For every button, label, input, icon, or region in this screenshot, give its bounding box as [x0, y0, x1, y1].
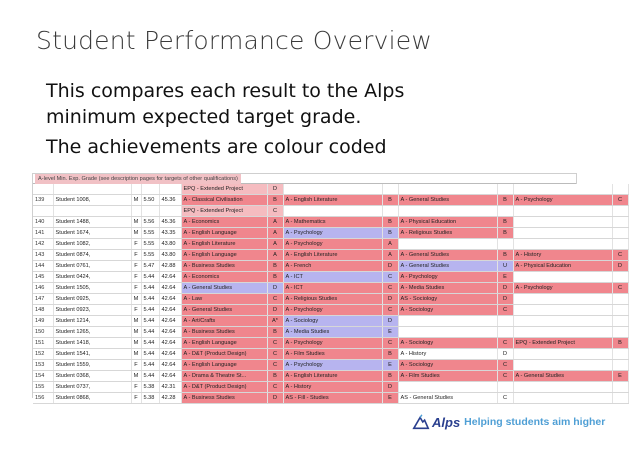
points-cell: 42.64: [159, 338, 181, 349]
subject-cell: [398, 316, 497, 327]
grade-cell: E: [382, 360, 398, 371]
subject-cell: A - Sociology: [283, 316, 382, 327]
grade-cell: D: [267, 184, 283, 195]
subject-cell: A - Drama & Theatre St...: [181, 371, 267, 382]
subject-cell: AS - Fill - Studies: [283, 393, 382, 404]
student-name: Student 1265,: [53, 327, 131, 338]
subject-cell: A - English Language: [181, 338, 267, 349]
subject-cell: A - History: [513, 250, 612, 261]
score-cell: 5.44: [141, 272, 159, 283]
gender-cell: M: [131, 349, 141, 360]
grade-cell: [497, 184, 513, 195]
row-number: 155: [33, 382, 53, 393]
points-cell: 42.31: [159, 382, 181, 393]
subject-cell: AS - General Studies: [398, 393, 497, 404]
subject-cell: A - General Studies: [398, 195, 497, 206]
table-row: [33, 393, 628, 404]
grade-cell: [382, 184, 398, 195]
points-cell: 43.35: [159, 228, 181, 239]
row-number: 156: [33, 393, 53, 404]
subject-cell: A - History: [398, 349, 497, 360]
student-name: Student 1505,: [53, 283, 131, 294]
row-number: 154: [33, 371, 53, 382]
student-name: Student 1008,: [53, 195, 131, 206]
student-name: [53, 184, 131, 195]
table-row: [33, 195, 628, 206]
grade-cell: U: [497, 261, 513, 272]
subject-cell: A - D&T (Product Design): [181, 349, 267, 360]
score-cell: 5.47: [141, 261, 159, 272]
grade-cell: B: [267, 371, 283, 382]
subject-cell: A - French: [283, 261, 382, 272]
score-cell: 5.44: [141, 327, 159, 338]
subject-cell: A - ICT: [283, 283, 382, 294]
subject-cell: A - Sociology: [398, 305, 497, 316]
slide-title: Student Performance Overview: [36, 26, 433, 55]
grade-cell: [612, 382, 628, 393]
grade-cell: D: [497, 283, 513, 294]
grade-cell: B: [497, 195, 513, 206]
subject-cell: A - Psychology: [283, 239, 382, 250]
table-row: [33, 283, 628, 294]
grade-cell: [612, 206, 628, 217]
row-number: 146: [33, 283, 53, 294]
row-number: 149: [33, 316, 53, 327]
subject-cell: A - Physical Education: [398, 217, 497, 228]
points-cell: 42.64: [159, 349, 181, 360]
score-cell: 5.44: [141, 294, 159, 305]
points-cell: 42.64: [159, 360, 181, 371]
points-cell: 42.64: [159, 305, 181, 316]
subject-cell: A - English Literature: [181, 239, 267, 250]
grade-cell: C: [612, 250, 628, 261]
points-cell: 42.64: [159, 371, 181, 382]
points-cell: 42.64: [159, 272, 181, 283]
student-name: Student 1559,: [53, 360, 131, 371]
grade-cell: [612, 184, 628, 195]
subject-cell: A - Business Studies: [181, 393, 267, 404]
grade-cell: [497, 327, 513, 338]
subject-cell: A - History: [283, 382, 382, 393]
subject-cell: A - D&T (Product Design): [181, 382, 267, 393]
score-cell: 5.56: [141, 217, 159, 228]
gender-cell: F: [131, 272, 141, 283]
subject-cell: [513, 360, 612, 371]
points-cell: 43.80: [159, 250, 181, 261]
subject-cell: A - General Studies: [398, 261, 497, 272]
grade-cell: B: [382, 349, 398, 360]
grade-cell: C: [267, 349, 283, 360]
gender-cell: M: [131, 338, 141, 349]
grade-cell: [612, 294, 628, 305]
subject-cell: EPQ - Extended Project: [181, 184, 267, 195]
points-cell: 42.28: [159, 393, 181, 404]
subject-cell: A - Religious Studies: [398, 228, 497, 239]
subject-cell: AS - Sociology: [398, 294, 497, 305]
grade-cell: E: [382, 327, 398, 338]
grade-cell: A: [267, 239, 283, 250]
score-cell: 5.44: [141, 371, 159, 382]
subject-cell: A - Psychology: [513, 283, 612, 294]
row-number: 147: [33, 294, 53, 305]
points-cell: 42.64: [159, 283, 181, 294]
table-row: [33, 338, 628, 349]
grade-cell: [497, 206, 513, 217]
student-name: Student 0737,: [53, 382, 131, 393]
grade-cell: A: [382, 250, 398, 261]
subject-cell: A - Psychology: [283, 360, 382, 371]
subject-cell: A - Physical Education: [513, 261, 612, 272]
gender-cell: F: [131, 283, 141, 294]
grade-cell: C: [382, 305, 398, 316]
row-number: 144: [33, 261, 53, 272]
grade-cell: [612, 239, 628, 250]
grade-cell: [497, 316, 513, 327]
subject-cell: A - English Literature: [283, 371, 382, 382]
table-row: [33, 184, 628, 195]
subject-cell: [513, 327, 612, 338]
gender-cell: F: [131, 393, 141, 404]
grade-cell: C: [497, 360, 513, 371]
body-line: minimum expected target grade.: [46, 106, 362, 128]
subject-cell: A - Mathematics: [283, 217, 382, 228]
subject-cell: A - Film Studies: [398, 371, 497, 382]
gender-cell: F: [131, 239, 141, 250]
table-row: [33, 371, 628, 382]
body-line: The achievements are colour coded: [46, 136, 387, 158]
subject-cell: A - Psychology: [513, 195, 612, 206]
student-name: Student 0761,: [53, 261, 131, 272]
score-cell: 5.44: [141, 360, 159, 371]
subject-cell: [513, 206, 612, 217]
table-row: [33, 228, 628, 239]
header-note: A-level Min. Exp. Grade (see description pages for targets of other qualifications): [35, 174, 241, 184]
student-name: Student 0368,: [53, 371, 131, 382]
subject-cell: [513, 228, 612, 239]
subject-cell: A - Business Studies: [181, 261, 267, 272]
points-cell: 42.64: [159, 294, 181, 305]
grade-cell: [612, 272, 628, 283]
table-row: [33, 272, 628, 283]
grade-cell: A: [267, 228, 283, 239]
subject-cell: A - Psychology: [283, 228, 382, 239]
points-cell: [159, 206, 181, 217]
subject-cell: A - ICT: [283, 272, 382, 283]
table-row: [33, 239, 628, 250]
subject-cell: [398, 239, 497, 250]
subject-cell: A - Film Studies: [283, 349, 382, 360]
subject-cell: A - English Language: [181, 228, 267, 239]
grade-cell: D: [382, 261, 398, 272]
score-cell: 5.55: [141, 250, 159, 261]
row-number: 151: [33, 338, 53, 349]
grade-cell: B: [267, 272, 283, 283]
subject-cell: A - General Studies: [181, 283, 267, 294]
gender-cell: M: [131, 195, 141, 206]
grade-cell: [497, 382, 513, 393]
table-row: [33, 250, 628, 261]
student-name: Student 0868,: [53, 393, 131, 404]
score-cell: [141, 184, 159, 195]
subject-cell: A - Psychology: [283, 338, 382, 349]
subject-cell: A - Media Studies: [283, 327, 382, 338]
grade-cell: B: [497, 228, 513, 239]
subject-cell: A - Classical Civilisation: [181, 195, 267, 206]
score-cell: 5.44: [141, 338, 159, 349]
subject-cell: [398, 184, 497, 195]
score-cell: 5.55: [141, 239, 159, 250]
grade-cell: B: [497, 250, 513, 261]
alps-logo: [412, 410, 605, 434]
points-cell: 45.36: [159, 195, 181, 206]
row-number: [33, 184, 53, 195]
row-number: [33, 206, 53, 217]
subject-cell: A - Psychology: [398, 272, 497, 283]
grade-cell: D: [382, 316, 398, 327]
student-name: Student 1082,: [53, 239, 131, 250]
grade-cell: C: [497, 371, 513, 382]
gender-cell: [131, 184, 141, 195]
gender-cell: F: [131, 382, 141, 393]
row-number: 148: [33, 305, 53, 316]
grade-cell: C: [267, 206, 283, 217]
grade-cell: E: [382, 393, 398, 404]
student-name: Student 0923,: [53, 305, 131, 316]
score-cell: 5.50: [141, 195, 159, 206]
subject-cell: EPQ - Extended Project: [181, 206, 267, 217]
logo-word: Alps: [432, 414, 461, 430]
points-cell: [159, 184, 181, 195]
table-row: [33, 382, 628, 393]
table-row: [33, 305, 628, 316]
student-name: Student 1541,: [53, 349, 131, 360]
subject-cell: A - Sociology: [398, 360, 497, 371]
row-number: 142: [33, 239, 53, 250]
grade-cell: E: [497, 272, 513, 283]
row-number: 153: [33, 360, 53, 371]
student-name: Student 1418,: [53, 338, 131, 349]
student-name: Student 1674,: [53, 228, 131, 239]
score-cell: 5.44: [141, 305, 159, 316]
row-number: 139: [33, 195, 53, 206]
grade-cell: C: [382, 272, 398, 283]
subject-cell: [513, 393, 612, 404]
table-row: [33, 349, 628, 360]
grade-cell: C: [267, 382, 283, 393]
subject-cell: [398, 382, 497, 393]
subject-cell: [513, 217, 612, 228]
table-row: [33, 294, 628, 305]
subject-cell: A - English Language: [181, 250, 267, 261]
student-name: Student 0874,: [53, 250, 131, 261]
student-name: Student 0424,: [53, 272, 131, 283]
grade-cell: B: [267, 261, 283, 272]
subject-cell: A - Psychology: [283, 305, 382, 316]
subject-cell: [513, 305, 612, 316]
student-name: Student 1488,: [53, 217, 131, 228]
points-cell: 42.64: [159, 316, 181, 327]
subject-cell: [513, 316, 612, 327]
grade-cell: B: [382, 195, 398, 206]
subject-cell: A - Religious Studies: [283, 294, 382, 305]
grade-cell: B: [497, 217, 513, 228]
grade-cell: [382, 206, 398, 217]
grade-cell: C: [267, 360, 283, 371]
student-name: [53, 206, 131, 217]
points-cell: 43.80: [159, 239, 181, 250]
subject-cell: [513, 294, 612, 305]
subject-cell: A - Sociology: [398, 338, 497, 349]
grade-cell: D: [497, 349, 513, 360]
grade-cell: B: [382, 228, 398, 239]
subject-cell: A - English Literature: [283, 195, 382, 206]
subject-cell: A - General Studies: [513, 371, 612, 382]
results-table-body: [33, 184, 628, 404]
grade-cell: A*: [267, 316, 283, 327]
grade-cell: C: [497, 393, 513, 404]
subject-cell: [398, 327, 497, 338]
subject-cell: A - English Language: [181, 360, 267, 371]
subject-cell: [283, 184, 382, 195]
grade-cell: [612, 327, 628, 338]
table-row: [33, 206, 628, 217]
subject-cell: [283, 206, 382, 217]
gender-cell: F: [131, 305, 141, 316]
grade-cell: C: [497, 305, 513, 316]
grade-cell: B: [382, 217, 398, 228]
grade-cell: C: [382, 283, 398, 294]
grade-cell: B: [612, 338, 628, 349]
grade-cell: A: [267, 217, 283, 228]
grade-cell: [612, 349, 628, 360]
grade-cell: D: [267, 283, 283, 294]
grade-cell: [612, 360, 628, 371]
subject-cell: EPQ - Extended Project: [513, 338, 612, 349]
table-row: [33, 316, 628, 327]
table-row: [33, 261, 628, 272]
grade-cell: D: [382, 382, 398, 393]
score-cell: 5.38: [141, 382, 159, 393]
grade-cell: [612, 305, 628, 316]
grade-cell: [612, 393, 628, 404]
row-number: 143: [33, 250, 53, 261]
grade-cell: D: [267, 393, 283, 404]
body-line: This compares each result to the Alps: [46, 80, 405, 102]
table-row: [33, 217, 628, 228]
slide-body: [46, 78, 566, 160]
score-cell: 5.38: [141, 393, 159, 404]
grade-cell: C: [267, 338, 283, 349]
subject-cell: [398, 206, 497, 217]
table-row: [33, 327, 628, 338]
grade-cell: D: [612, 261, 628, 272]
grade-cell: A: [382, 239, 398, 250]
gender-cell: M: [131, 316, 141, 327]
grade-cell: [612, 217, 628, 228]
subject-cell: [513, 349, 612, 360]
score-cell: 5.55: [141, 228, 159, 239]
alps-mountain-icon: [412, 413, 430, 431]
subject-cell: A - General Studies: [398, 250, 497, 261]
points-cell: 42.88: [159, 261, 181, 272]
subject-cell: A - General Studies: [181, 305, 267, 316]
results-table: [33, 184, 629, 404]
gender-cell: M: [131, 371, 141, 382]
points-cell: 42.64: [159, 327, 181, 338]
grade-cell: D: [497, 294, 513, 305]
gender-cell: M: [131, 228, 141, 239]
grade-cell: B: [382, 371, 398, 382]
row-number: 141: [33, 228, 53, 239]
student-name: Student 1214,: [53, 316, 131, 327]
grade-cell: C: [612, 195, 628, 206]
grade-cell: B: [267, 327, 283, 338]
grade-cell: [612, 228, 628, 239]
logo-tagline: Helping students aim higher: [464, 416, 606, 428]
spreadsheet-header: [33, 174, 576, 184]
subject-cell: A - English Literature: [283, 250, 382, 261]
grade-cell: C: [267, 294, 283, 305]
subject-cell: [513, 184, 612, 195]
gender-cell: M: [131, 294, 141, 305]
subject-cell: [513, 239, 612, 250]
grade-cell: D: [267, 305, 283, 316]
row-number: 145: [33, 272, 53, 283]
subject-cell: A - Economics: [181, 272, 267, 283]
subject-cell: [513, 382, 612, 393]
subject-cell: A - Economics: [181, 217, 267, 228]
table-row: [33, 360, 628, 371]
gender-cell: F: [131, 250, 141, 261]
grade-cell: [497, 239, 513, 250]
score-cell: 5.44: [141, 316, 159, 327]
points-cell: 45.36: [159, 217, 181, 228]
gender-cell: M: [131, 327, 141, 338]
gender-cell: F: [131, 261, 141, 272]
gender-cell: M: [131, 217, 141, 228]
results-spreadsheet: [32, 173, 623, 401]
row-number: 150: [33, 327, 53, 338]
subject-cell: A - Art/Crafts: [181, 316, 267, 327]
subject-cell: [513, 272, 612, 283]
grade-cell: C: [612, 283, 628, 294]
grade-cell: E: [612, 371, 628, 382]
grade-cell: [612, 316, 628, 327]
grade-cell: B: [267, 195, 283, 206]
student-name: Student 0925,: [53, 294, 131, 305]
grade-cell: C: [497, 338, 513, 349]
row-number: 140: [33, 217, 53, 228]
grade-cell: D: [382, 294, 398, 305]
subject-cell: A - Law: [181, 294, 267, 305]
subject-cell: A - Business Studies: [181, 327, 267, 338]
score-cell: 5.44: [141, 283, 159, 294]
gender-cell: F: [131, 360, 141, 371]
row-number: 152: [33, 349, 53, 360]
score-cell: 5.44: [141, 349, 159, 360]
score-cell: [141, 206, 159, 217]
gender-cell: [131, 206, 141, 217]
grade-cell: A: [267, 250, 283, 261]
subject-cell: A - Media Studies: [398, 283, 497, 294]
grade-cell: C: [382, 338, 398, 349]
